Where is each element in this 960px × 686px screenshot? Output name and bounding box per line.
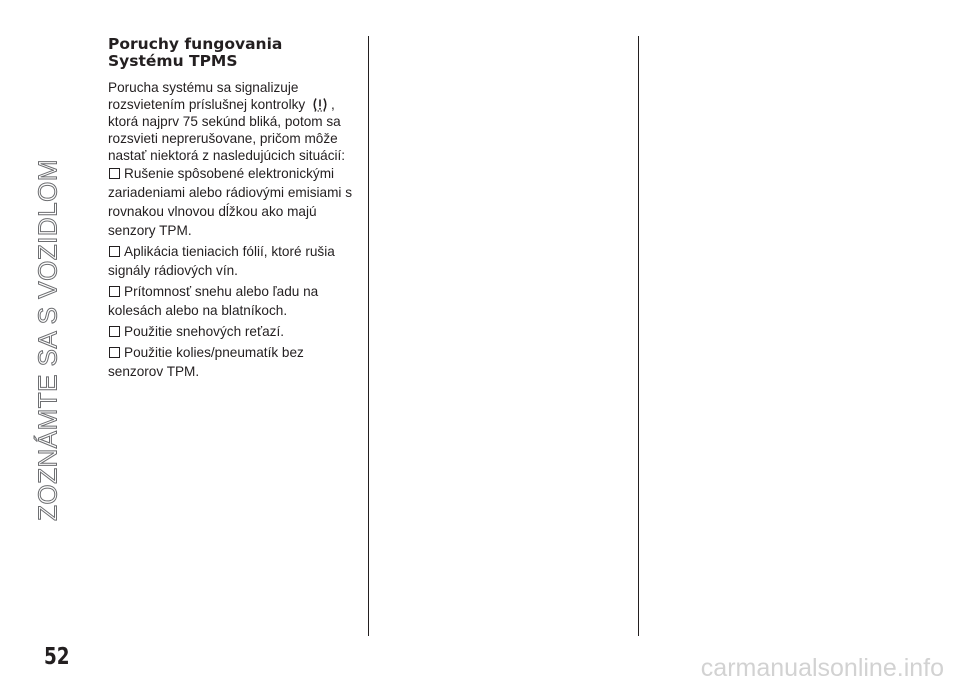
intro-after-icon: , ktorá najprv 75 sekúnd bliká, potom sa rozsvieti neprerušovane, pričom môže nastať niektorá z nasledujúcich situácií: <box>108 97 346 163</box>
column-divider-right <box>638 36 639 636</box>
page-number: 52 <box>44 644 70 670</box>
list-item <box>108 343 360 381</box>
list-item-text: Použitie snehových reťazí. <box>124 324 284 339</box>
intro-before-icon: Porucha systému sa signalizuje rozsvietením príslušnej kontrolky <box>108 80 306 112</box>
intro-paragraph <box>108 79 360 164</box>
list-item <box>108 282 360 320</box>
bullet-box-icon <box>109 246 120 257</box>
list-item-text: Rušenie spôsobené elektronickými zariadeniami alebo rádiovými emisiami s rovnakou vlnovou dĺžkou ako majú senzory TPM. <box>108 166 353 238</box>
text-column <box>108 36 360 383</box>
bullet-box-icon <box>109 347 120 358</box>
section-heading-line1: Poruchy fungovania <box>108 35 283 53</box>
bullet-box-icon <box>109 326 120 337</box>
bullet-box-icon <box>109 286 120 297</box>
watermark: carmanualsonline.info <box>700 654 944 682</box>
list-item <box>108 322 360 341</box>
list-item <box>108 242 360 280</box>
list-item-text: Aplikácia tieniacich fólií, ktoré rušia signály rádiových vín. <box>108 244 335 278</box>
list-item <box>108 164 360 240</box>
section-side-title-text: ZOZNÁMTE SA S VOZIDLOM <box>32 158 63 522</box>
tpms-warning-icon <box>311 97 329 112</box>
list-item-text: Prítomnosť snehu alebo ľadu na kolesách alebo na blatníkoch. <box>108 284 319 318</box>
section-heading-line2: Systému TPMS <box>108 52 238 70</box>
column-divider-left <box>368 36 369 636</box>
list-item-text: Použitie kolies/pneumatík bez senzorov TPM. <box>108 345 304 379</box>
section-heading <box>108 36 360 70</box>
bullet-box-icon <box>109 168 120 179</box>
